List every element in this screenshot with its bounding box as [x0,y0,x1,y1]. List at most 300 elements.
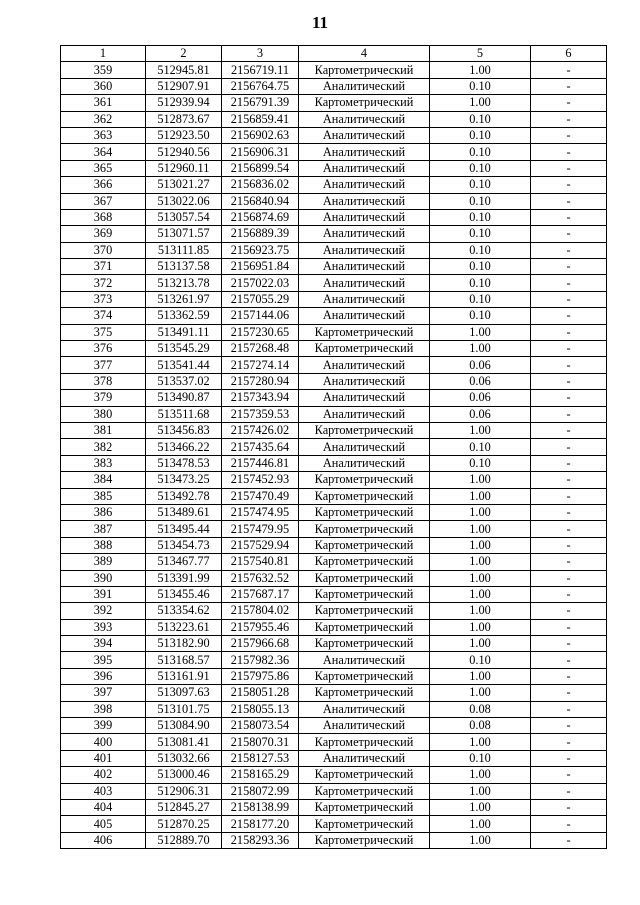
x-coordinate-cell: 512906.31 [146,783,222,799]
table-row [61,242,607,258]
table-row [61,390,607,406]
y-coordinate-cell: 2156836.02 [222,177,299,193]
method-cell: Аналитический [299,259,430,275]
x-coordinate-cell: 513489.61 [146,504,222,520]
point-number-cell: 360 [61,78,146,94]
y-coordinate-cell: 2157982.36 [222,652,299,668]
accuracy-cell: 0.06 [430,357,531,373]
method-cell: Аналитический [299,193,430,209]
accuracy-cell: 1.00 [430,554,531,570]
x-coordinate-cell: 512923.50 [146,127,222,143]
y-coordinate-cell: 2157540.81 [222,554,299,570]
table-row [61,488,607,504]
y-coordinate-cell: 2156906.31 [222,144,299,160]
method-cell: Аналитический [299,144,430,160]
method-cell: Аналитический [299,275,430,291]
table-row [61,406,607,422]
table-row [61,291,607,307]
point-number-cell: 384 [61,472,146,488]
x-coordinate-cell: 513021.27 [146,177,222,193]
method-cell: Аналитический [299,455,430,471]
x-coordinate-cell: 513456.83 [146,422,222,438]
accuracy-cell: 0.10 [430,209,531,225]
x-coordinate-cell: 513137.58 [146,259,222,275]
table-row [61,750,607,766]
point-number-cell: 363 [61,127,146,143]
y-coordinate-cell: 2156899.54 [222,160,299,176]
x-coordinate-cell: 513000.46 [146,767,222,783]
y-coordinate-cell: 2157474.95 [222,504,299,520]
accuracy-cell: 0.10 [430,455,531,471]
point-number-cell: 394 [61,636,146,652]
table-row [61,177,607,193]
accuracy-cell: 1.00 [430,586,531,602]
method-cell: Картометрический [299,832,430,848]
point-number-cell: 397 [61,685,146,701]
accuracy-cell: 1.00 [430,341,531,357]
table-row [61,816,607,832]
method-cell: Картометрический [299,734,430,750]
method-cell: Картометрический [299,799,430,815]
y-coordinate-cell: 2157966.68 [222,636,299,652]
method-cell: Аналитический [299,177,430,193]
method-cell: Аналитический [299,291,430,307]
note-cell: - [531,127,607,143]
accuracy-cell: 1.00 [430,537,531,553]
note-cell: - [531,177,607,193]
y-coordinate-cell: 2158073.54 [222,718,299,734]
note-cell: - [531,652,607,668]
x-coordinate-cell: 513362.59 [146,308,222,324]
y-coordinate-cell: 2158070.31 [222,734,299,750]
y-coordinate-cell: 2157687.17 [222,586,299,602]
y-coordinate-cell: 2157230.65 [222,324,299,340]
x-coordinate-cell: 513032.66 [146,750,222,766]
point-number-cell: 387 [61,521,146,537]
point-number-cell: 403 [61,783,146,799]
point-number-cell: 374 [61,308,146,324]
point-number-cell: 388 [61,537,146,553]
column-header: 2 [146,46,222,62]
accuracy-cell: 1.00 [430,734,531,750]
table-row [61,308,607,324]
x-coordinate-cell: 512960.11 [146,160,222,176]
y-coordinate-cell: 2157055.29 [222,291,299,307]
note-cell: - [531,308,607,324]
note-cell: - [531,472,607,488]
point-number-cell: 379 [61,390,146,406]
point-number-cell: 372 [61,275,146,291]
x-coordinate-cell: 512873.67 [146,111,222,127]
table-row [61,472,607,488]
y-coordinate-cell: 2157804.02 [222,603,299,619]
table-row [61,160,607,176]
x-coordinate-cell: 513022.06 [146,193,222,209]
note-cell: - [531,783,607,799]
note-cell: - [531,537,607,553]
point-number-cell: 390 [61,570,146,586]
method-cell: Картометрический [299,537,430,553]
table-row [61,668,607,684]
x-coordinate-cell: 513057.54 [146,209,222,225]
point-number-cell: 405 [61,816,146,832]
point-number-cell: 370 [61,242,146,258]
x-coordinate-cell: 513161.91 [146,668,222,684]
accuracy-cell: 0.10 [430,160,531,176]
method-cell: Аналитический [299,373,430,389]
accuracy-cell: 1.00 [430,619,531,635]
x-coordinate-cell: 512889.70 [146,832,222,848]
method-cell: Аналитический [299,226,430,242]
accuracy-cell: 0.10 [430,111,531,127]
note-cell: - [531,62,607,78]
note-cell: - [531,718,607,734]
method-cell: Картометрический [299,603,430,619]
note-cell: - [531,275,607,291]
note-cell: - [531,341,607,357]
y-coordinate-cell: 2157144.06 [222,308,299,324]
x-coordinate-cell: 513473.25 [146,472,222,488]
method-cell: Картометрический [299,521,430,537]
point-number-cell: 398 [61,701,146,717]
x-coordinate-cell: 512940.56 [146,144,222,160]
table-row [61,324,607,340]
method-cell: Картометрический [299,95,430,111]
point-number-cell: 380 [61,406,146,422]
note-cell: - [531,209,607,225]
accuracy-cell: 0.10 [430,259,531,275]
note-cell: - [531,95,607,111]
note-cell: - [531,439,607,455]
y-coordinate-cell: 2157435.64 [222,439,299,455]
x-coordinate-cell: 512945.81 [146,62,222,78]
y-coordinate-cell: 2156902.63 [222,127,299,143]
accuracy-cell: 1.00 [430,832,531,848]
x-coordinate-cell: 513495.44 [146,521,222,537]
table-row [61,357,607,373]
accuracy-cell: 0.06 [430,390,531,406]
x-coordinate-cell: 513541.44 [146,357,222,373]
accuracy-cell: 1.00 [430,422,531,438]
accuracy-cell: 0.10 [430,177,531,193]
y-coordinate-cell: 2157955.46 [222,619,299,635]
coordinates-table [60,45,607,849]
note-cell: - [531,455,607,471]
x-coordinate-cell: 513084.90 [146,718,222,734]
method-cell: Картометрический [299,472,430,488]
y-coordinate-cell: 2156840.94 [222,193,299,209]
table-row [61,783,607,799]
x-coordinate-cell: 513261.97 [146,291,222,307]
method-cell: Картометрический [299,488,430,504]
note-cell: - [531,685,607,701]
y-coordinate-cell: 2157426.02 [222,422,299,438]
y-coordinate-cell: 2156874.69 [222,209,299,225]
accuracy-cell: 0.10 [430,308,531,324]
note-cell: - [531,193,607,209]
note-cell: - [531,767,607,783]
point-number-cell: 402 [61,767,146,783]
accuracy-cell: 1.00 [430,521,531,537]
table-row [61,193,607,209]
method-cell: Аналитический [299,718,430,734]
accuracy-cell: 0.10 [430,242,531,258]
point-number-cell: 404 [61,799,146,815]
y-coordinate-cell: 2158165.29 [222,767,299,783]
x-coordinate-cell: 513478.53 [146,455,222,471]
table-row [61,734,607,750]
table-row [61,586,607,602]
accuracy-cell: 1.00 [430,685,531,701]
note-cell: - [531,324,607,340]
x-coordinate-cell: 513081.41 [146,734,222,750]
y-coordinate-cell: 2158293.36 [222,832,299,848]
point-number-cell: 369 [61,226,146,242]
x-coordinate-cell: 512939.94 [146,95,222,111]
table-row [61,570,607,586]
y-coordinate-cell: 2157975.86 [222,668,299,684]
accuracy-cell: 1.00 [430,603,531,619]
y-coordinate-cell: 2156889.39 [222,226,299,242]
point-number-cell: 396 [61,668,146,684]
y-coordinate-cell: 2157446.81 [222,455,299,471]
method-cell: Картометрический [299,422,430,438]
note-cell: - [531,226,607,242]
method-cell: Картометрический [299,685,430,701]
point-number-cell: 389 [61,554,146,570]
point-number-cell: 377 [61,357,146,373]
method-cell: Аналитический [299,308,430,324]
y-coordinate-cell: 2156923.75 [222,242,299,258]
column-header: 6 [531,46,607,62]
note-cell: - [531,488,607,504]
table-row [61,226,607,242]
method-cell: Аналитический [299,242,430,258]
table-row [61,78,607,94]
page-number: 11 [311,13,329,32]
table-row [61,422,607,438]
method-cell: Аналитический [299,78,430,94]
note-cell: - [531,291,607,307]
x-coordinate-cell: 513466.22 [146,439,222,455]
x-coordinate-cell: 513168.57 [146,652,222,668]
y-coordinate-cell: 2158138.99 [222,799,299,815]
point-number-cell: 381 [61,422,146,438]
table-row [61,439,607,455]
point-number-cell: 385 [61,488,146,504]
y-coordinate-cell: 2156764.75 [222,78,299,94]
y-coordinate-cell: 2156719.11 [222,62,299,78]
y-coordinate-cell: 2156791.39 [222,95,299,111]
table-row [61,554,607,570]
point-number-cell: 386 [61,504,146,520]
note-cell: - [531,619,607,635]
table-row [61,652,607,668]
x-coordinate-cell: 513111.85 [146,242,222,258]
note-cell: - [531,586,607,602]
x-coordinate-cell: 513537.02 [146,373,222,389]
point-number-cell: 362 [61,111,146,127]
accuracy-cell: 1.00 [430,783,531,799]
table-row [61,504,607,520]
x-coordinate-cell: 513223.61 [146,619,222,635]
table-body [61,62,607,849]
accuracy-cell: 1.00 [430,62,531,78]
accuracy-cell: 1.00 [430,488,531,504]
note-cell: - [531,570,607,586]
y-coordinate-cell: 2158127.53 [222,750,299,766]
table-row [61,603,607,619]
accuracy-cell: 0.10 [430,750,531,766]
point-number-cell: 364 [61,144,146,160]
table-row [61,701,607,717]
point-number-cell: 393 [61,619,146,635]
method-cell: Картометрический [299,783,430,799]
header-row [61,46,607,62]
y-coordinate-cell: 2157452.93 [222,472,299,488]
point-number-cell: 395 [61,652,146,668]
point-number-cell: 367 [61,193,146,209]
x-coordinate-cell: 513511.68 [146,406,222,422]
note-cell: - [531,636,607,652]
accuracy-cell: 0.10 [430,78,531,94]
y-coordinate-cell: 2157022.03 [222,275,299,291]
note-cell: - [531,734,607,750]
point-number-cell: 365 [61,160,146,176]
y-coordinate-cell: 2158177.20 [222,816,299,832]
method-cell: Картометрический [299,668,430,684]
table-row [61,455,607,471]
y-coordinate-cell: 2157479.95 [222,521,299,537]
note-cell: - [531,406,607,422]
y-coordinate-cell: 2158072.99 [222,783,299,799]
accuracy-cell: 0.10 [430,127,531,143]
point-number-cell: 382 [61,439,146,455]
method-cell: Аналитический [299,390,430,406]
note-cell: - [531,701,607,717]
accuracy-cell: 0.10 [430,226,531,242]
point-number-cell: 376 [61,341,146,357]
table-row [61,767,607,783]
note-cell: - [531,799,607,815]
x-coordinate-cell: 512907.91 [146,78,222,94]
x-coordinate-cell: 513354.62 [146,603,222,619]
column-header: 3 [222,46,299,62]
accuracy-cell: 1.00 [430,324,531,340]
accuracy-cell: 0.10 [430,144,531,160]
method-cell: Аналитический [299,439,430,455]
table-row [61,521,607,537]
point-number-cell: 375 [61,324,146,340]
note-cell: - [531,422,607,438]
y-coordinate-cell: 2156951.84 [222,259,299,275]
table-row [61,259,607,275]
point-number-cell: 399 [61,718,146,734]
method-cell: Картометрический [299,767,430,783]
method-cell: Картометрический [299,586,430,602]
x-coordinate-cell: 513491.11 [146,324,222,340]
table-row [61,718,607,734]
column-header: 4 [299,46,430,62]
accuracy-cell: 0.10 [430,439,531,455]
method-cell: Аналитический [299,652,430,668]
table-row [61,95,607,111]
point-number-cell: 373 [61,291,146,307]
accuracy-cell: 1.00 [430,668,531,684]
x-coordinate-cell: 513490.87 [146,390,222,406]
x-coordinate-cell: 513097.63 [146,685,222,701]
method-cell: Аналитический [299,750,430,766]
x-coordinate-cell: 513467.77 [146,554,222,570]
method-cell: Картометрический [299,619,430,635]
accuracy-cell: 0.10 [430,291,531,307]
method-cell: Картометрический [299,816,430,832]
method-cell: Аналитический [299,209,430,225]
y-coordinate-cell: 2158051.28 [222,685,299,701]
point-number-cell: 406 [61,832,146,848]
method-cell: Аналитический [299,406,430,422]
table-row [61,111,607,127]
note-cell: - [531,603,607,619]
y-coordinate-cell: 2157632.52 [222,570,299,586]
x-coordinate-cell: 513391.99 [146,570,222,586]
table-row [61,275,607,291]
note-cell: - [531,160,607,176]
table-row [61,685,607,701]
y-coordinate-cell: 2157529.94 [222,537,299,553]
table-row [61,62,607,78]
y-coordinate-cell: 2157274.14 [222,357,299,373]
note-cell: - [531,144,607,160]
point-number-cell: 400 [61,734,146,750]
accuracy-cell: 1.00 [430,767,531,783]
table-row [61,799,607,815]
method-cell: Аналитический [299,160,430,176]
accuracy-cell: 0.08 [430,701,531,717]
table-row [61,537,607,553]
note-cell: - [531,357,607,373]
accuracy-cell: 0.06 [430,373,531,389]
note-cell: - [531,373,607,389]
y-coordinate-cell: 2157359.53 [222,406,299,422]
x-coordinate-cell: 512870.25 [146,816,222,832]
table-row [61,832,607,848]
y-coordinate-cell: 2157343.94 [222,390,299,406]
point-number-cell: 361 [61,95,146,111]
accuracy-cell: 0.10 [430,275,531,291]
note-cell: - [531,390,607,406]
y-coordinate-cell: 2156859.41 [222,111,299,127]
method-cell: Картометрический [299,62,430,78]
point-number-cell: 401 [61,750,146,766]
table-row [61,127,607,143]
accuracy-cell: 1.00 [430,816,531,832]
note-cell: - [531,750,607,766]
accuracy-cell: 0.10 [430,652,531,668]
table-row [61,619,607,635]
point-number-cell: 368 [61,209,146,225]
accuracy-cell: 1.00 [430,636,531,652]
method-cell: Аналитический [299,357,430,373]
accuracy-cell: 1.00 [430,504,531,520]
x-coordinate-cell: 513454.73 [146,537,222,553]
note-cell: - [531,259,607,275]
note-cell: - [531,832,607,848]
x-coordinate-cell: 513101.75 [146,701,222,717]
x-coordinate-cell: 513545.29 [146,341,222,357]
note-cell: - [531,504,607,520]
method-cell: Картометрический [299,341,430,357]
